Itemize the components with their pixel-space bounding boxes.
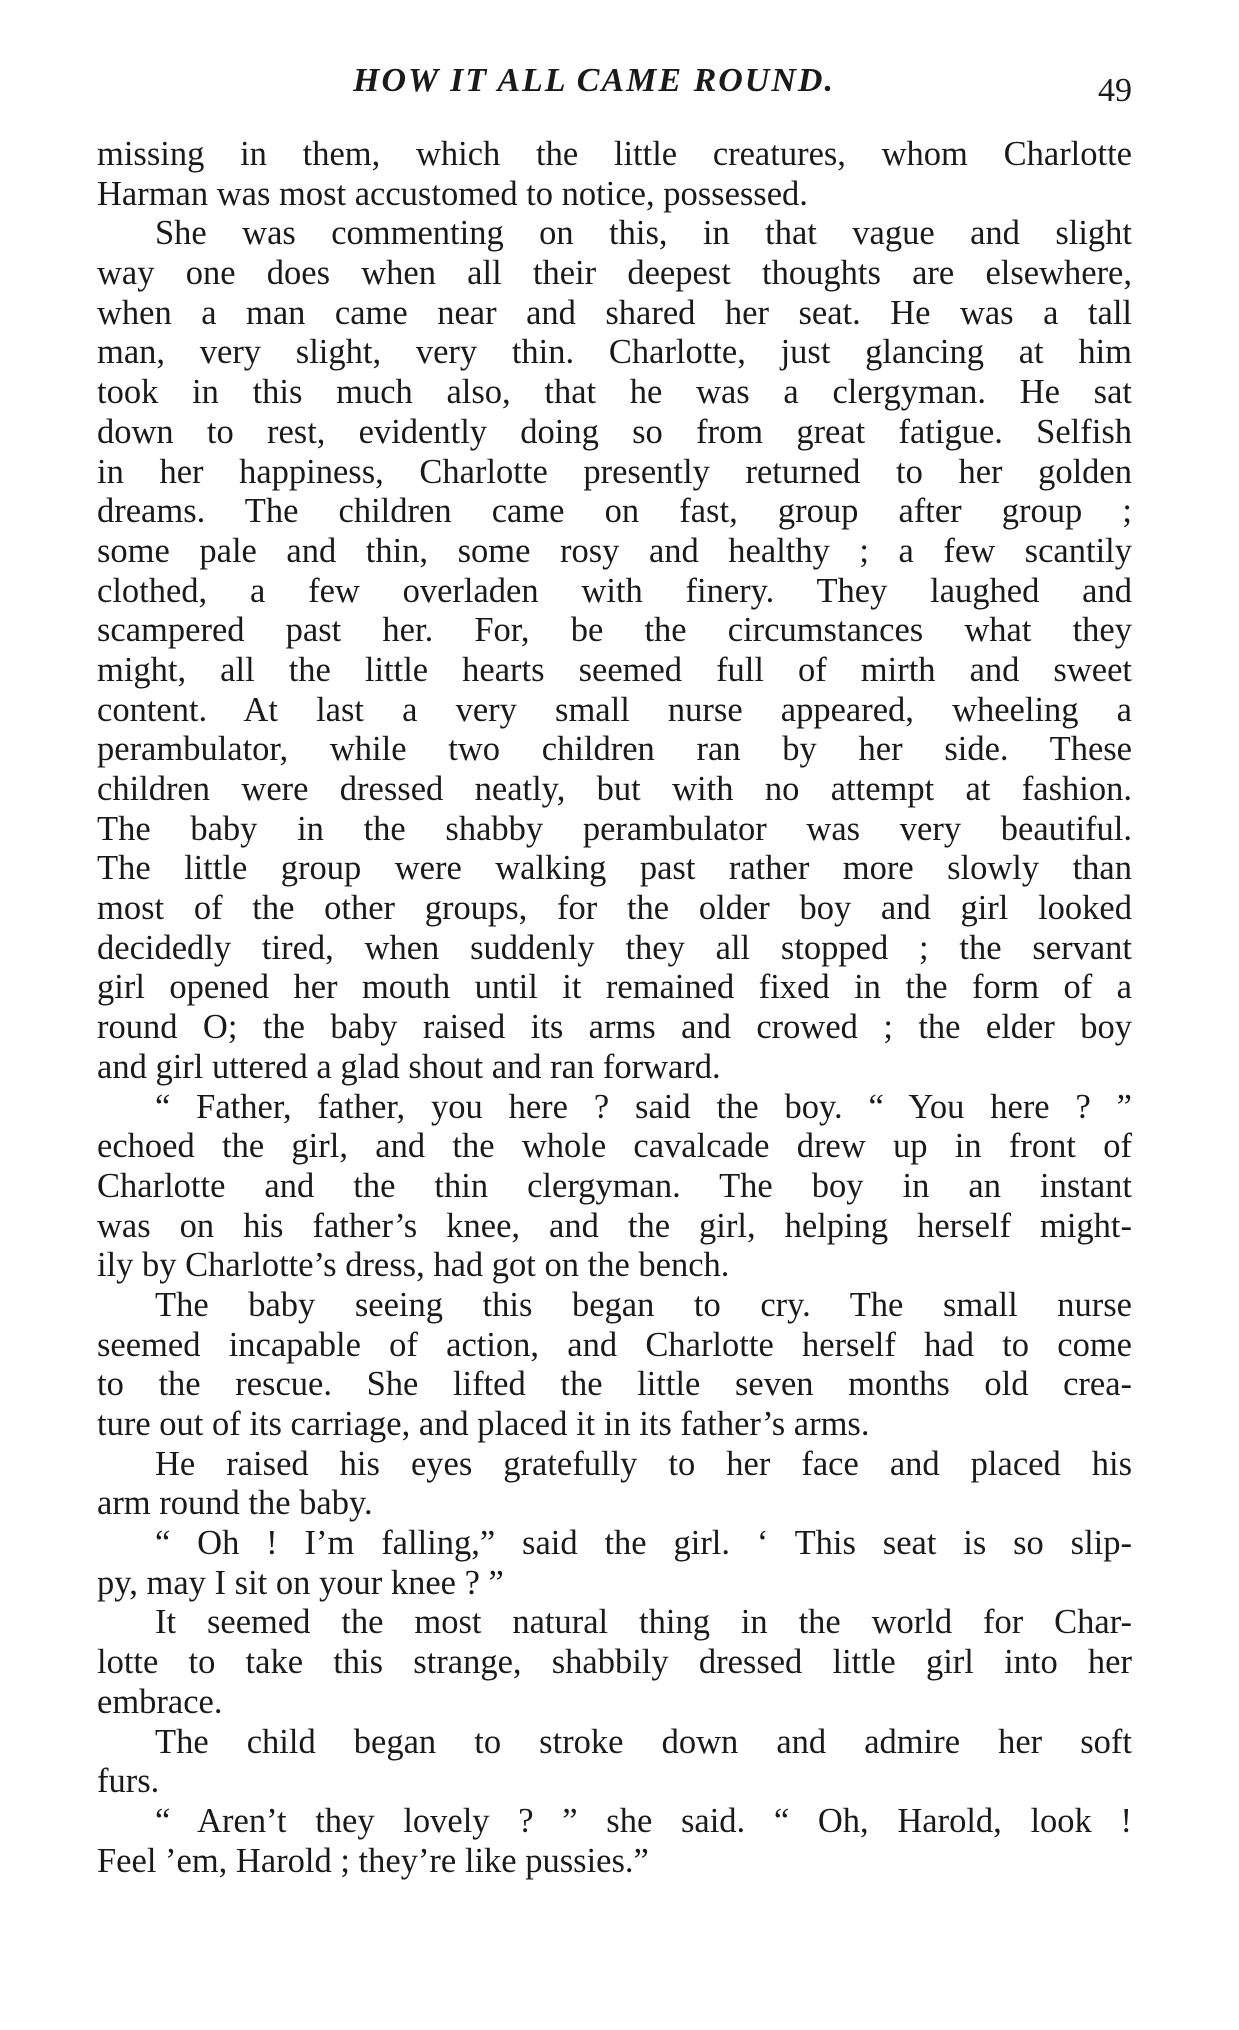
text-line: “ Aren’t they lovely ? ” she said. “ Oh, Harold, look ! — [155, 1801, 1132, 1840]
text-line: man, very slight, very thin. Charlotte, just glancing at him — [97, 333, 1132, 372]
text-line: some pale and thin, some rosy and healthy ; a few scantily — [97, 531, 1132, 570]
text-line: decidedly tired, when suddenly they all stopped ; the servant — [97, 928, 1132, 967]
text-line: might, all the little hearts seemed full of mirth and sweet — [97, 650, 1132, 689]
page-number: 49 — [1098, 72, 1132, 109]
text-line: The child began to stroke down and admire her soft — [155, 1722, 1132, 1761]
text-line: ture out of its carriage, and placed it in its father’s arms. — [97, 1405, 870, 1443]
text-line: Harman was most accustomed to notice, possessed. — [97, 174, 808, 213]
text-line: took in this much also, that he was a clergyman. He sat — [97, 373, 1132, 412]
running-head — [0, 62, 1239, 112]
text-line: Feel ’em, Harold ; they’re like pussies.” — [97, 1841, 649, 1880]
text-line: He raised his eyes gratefully to her face and placed his — [155, 1444, 1132, 1483]
text-line: perambulator, while two children ran by her side. These — [97, 730, 1132, 769]
text-line: seemed incapable of action, and Charlotte herself had to come — [97, 1325, 1132, 1364]
text-line: missing in them, which the little creatures, whom Charlotte — [97, 135, 1132, 173]
text-line: echoed the girl, and the whole cavalcade drew up in front of — [97, 1127, 1132, 1166]
text-line: to the rescue. She lifted the little seven months old crea- — [97, 1365, 1132, 1404]
text-line: children were dressed neatly, but with no attempt at fashion. — [97, 770, 1132, 808]
text-line: “ Oh ! I’m falling,” said the girl. ‘ This seat is so slip- — [155, 1524, 1132, 1563]
text-line: content. At last a very small nurse appeared, wheeling a — [97, 690, 1132, 729]
text-line: She was commenting on this, in that vague and slight — [155, 214, 1132, 253]
text-line: Charlotte and the thin clergyman. The boy in an instant — [97, 1166, 1132, 1205]
text-line: down to rest, evidently doing so from great fatigue. Selfish — [97, 412, 1132, 451]
text-line: girl opened her mouth until it remained fixed in the form of a — [97, 968, 1132, 1007]
text-line: was on his father’s knee, and the girl, helping herself might- — [97, 1206, 1132, 1245]
text-line: dreams. The children came on fast, group after group ; — [97, 492, 1132, 531]
text-line: py, may I sit on your knee ? ” — [97, 1563, 504, 1602]
body-text — [97, 135, 1132, 1881]
text-line: The little group were walking past rather more slowly than — [97, 849, 1132, 888]
text-line: lotte to take this strange, shabbily dressed little girl into her — [97, 1643, 1132, 1682]
text-line: embrace. — [97, 1682, 223, 1721]
text-line: The baby in the shabby perambulator was very beautiful. — [97, 809, 1132, 848]
text-line: ily by Charlotte’s dress, had got on the bench. — [97, 1246, 730, 1285]
text-line: most of the other groups, for the older boy and girl looked — [97, 889, 1132, 928]
text-line: The baby seeing this began to cry. The small nurse — [155, 1285, 1132, 1324]
text-line: arm round the baby. — [97, 1484, 373, 1523]
text-line: clothed, a few overladen with finery. They laughed and — [97, 571, 1132, 610]
text-line: and girl uttered a glad shout and ran forward. — [97, 1047, 721, 1086]
text-line: way one does when all their deepest thoughts are elsewhere, — [97, 254, 1132, 293]
text-line: when a man came near and shared her seat. He was a tall — [97, 293, 1132, 332]
text-line: in her happiness, Charlotte presently returned to her golden — [97, 452, 1132, 491]
text-line: round O; the baby raised its arms and crowed ; the elder boy — [97, 1008, 1132, 1047]
text-line: furs. — [97, 1762, 160, 1801]
text-line: “ Father, father, you here ? said the boy. “ You here ? ” — [155, 1087, 1132, 1126]
text-line: It seemed the most natural thing in the world for Char- — [155, 1603, 1132, 1642]
running-title: HOW IT ALL CAME ROUND. — [353, 62, 835, 99]
text-line: scampered past her. For, be the circumstances what they — [97, 611, 1132, 650]
